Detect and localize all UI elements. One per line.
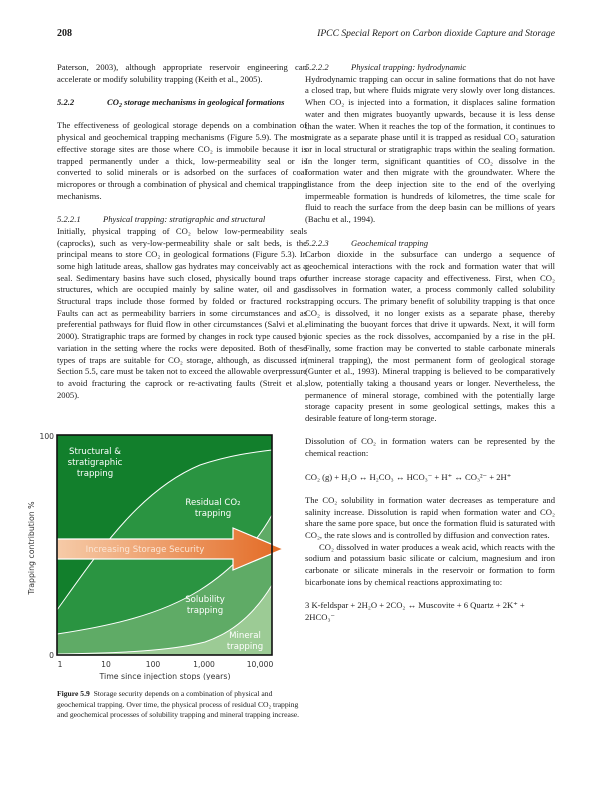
figure-5-9 (20, 430, 310, 680)
x-tick-1: 1 (57, 660, 63, 669)
right-column (305, 62, 555, 624)
x-tick-10: 10 (101, 660, 111, 669)
caption-text: Storage security depends on a combination of physical and geochemical trapping. Over time, the physical process of residual CO₂ trapping and geochemical processes of solubility trapping and mineral trapping increase. (57, 689, 300, 719)
x-tick-1000: 1,000 (193, 660, 215, 669)
label-mineral-1: Mineral (229, 631, 261, 641)
section-5-2-2-body: The effectiveness of geological storage depends on a combination of physical and geochemical trapping mechanisms (Figure 5.9). The most effective storage sites are those where CO₂ is immobile because it is trapped permanently under a thick, low-permeability seal or is converted to solid minerals or is adsorbed on the surfaces of coal micropores or through a combination of physical and chemical trapping mechanisms. (57, 120, 307, 201)
intro-paragraph: Paterson, 2003), although appropriate reservoir engineering can accelerate or modify solubility trapping (Keith et al., 2005). (57, 62, 307, 84)
dissolution-intro: Dissolution of CO₂ in formation waters can be represented by the chemical reaction: (305, 436, 555, 459)
page-number: 208 (57, 28, 72, 39)
x-tick-100: 100 (145, 660, 161, 669)
y-tick-0: 0 (49, 651, 54, 660)
arrow-label: Increasing Storage Security (85, 545, 205, 555)
section-heading-5-2-2-3: 5.2.2.3 Geochemical trapping (305, 237, 429, 248)
figure-caption (57, 689, 307, 721)
label-solubility-2: trapping (186, 606, 224, 616)
x-tick-10000: 10,000 (246, 660, 274, 669)
label-solubility-1: Solubility (185, 595, 225, 605)
left-column (57, 62, 307, 401)
label-mineral-2: trapping (226, 642, 264, 652)
equation-1: CO₂ (g) + H₂O ↔ H₂CO₃ ↔ HCO₃⁻ + H⁺ ↔ CO₃²⁻ + 2H⁺ (305, 471, 512, 482)
label-structural-3: trapping (76, 469, 114, 479)
section-heading-5-2-2-2: 5.2.2.2 Physical trapping: hydrodynamic (305, 62, 467, 72)
acid-paragraph: CO₂ dissolved in water produces a weak acid, which reacts with the sodium and potassium basic silicate or calcium, magnesium and iron carbonate or silicate minerals in the reservoir or formation to form bicarbonate ions by chemical reactions approximating to: (305, 541, 555, 587)
label-structural-1: Structural & (69, 447, 121, 457)
solubility-paragraph: The CO₂ solubility in formation water decreases as temperature and salinity increase. Dissolution is rapid when formation water and CO₂ share the same pore space, but once the formation fluid is saturated with CO₂, the rate slows and is controlled by diffusion and convection rates. (305, 494, 555, 541)
figure-label: Figure 5.9 (57, 689, 90, 698)
running-title: IPCC Special Report on Carbon dioxide Capture and Storage (317, 28, 555, 39)
equation-2: 3 K-feldspar + 2H₂O + 2CO₂ ↔ Muscovite + 6 Quartz + 2K⁺ + 2HCO₃⁻ (305, 600, 525, 622)
x-axis-label: Time since injection stops (years) (99, 672, 231, 680)
section-heading-5-2-2: 5.2.2 $CO_2$ storage mechanisms in geological formations (57, 97, 285, 110)
trapping-chart (20, 430, 310, 680)
label-residual-2: trapping (194, 509, 232, 519)
label-residual-1: Residual CO₂ (185, 498, 241, 508)
y-tick-100: 100 (39, 432, 54, 441)
section-5-2-2-2-body: Hydrodynamic trapping can occur in saline formations that do not have a closed trap, but where fluids migrate very slowly over long distances. When CO₂ is injected into a formation, it displaces saline formation water and then migrates buoyantly upwards, because it is less dense than the water. When it reaches the top of the formation, it continues to migrate as a separate phase until it is trapped as residual CO₂ saturation or in local structural or stratigraphic traps within the sealing formation. In the longer term, significant quantities of CO₂ dissolve in the formation water and then migrate with the groundwater. Where the distance from the deep injection site to the end of the overlying impermeable formation is hundreds of kilometres, the time scale for fluid to reach the surface from the deep basin can be millions of years (Bachu et al., 1994). (305, 73, 555, 225)
section-5-2-2-3-body: Carbon dioxide in the subsurface can undergo a sequence of geochemical interactions with the rock and formation water that will further increase storage capacity and effectiveness. First, when CO₂ dissolves in formation water, a process commonly called solubility trapping occurs. The primary benefit of solubility trapping is that once CO₂ is dissolved, it no longer exists as a separate phase, thereby eliminating the buoyant forces that drive it upwards. Next, it will form ionic species as the rock dissolves, accompanied by a rise in the pH. Finally, some fraction may be converted to stable carbonate minerals (mineral trapping), the most permanent form of geological storage (Gunter et al., 1993). Mineral trapping is believed to be comparatively slow, potentially taking a thousand years or longer. Nevertheless, the permanence of mineral storage, combined with the potentially large storage capacity present in some geological settings, makes this a desirable feature of long-term storage. (305, 249, 555, 424)
section-5-2-2-1-body: Initially, physical trapping of CO₂ below low-permeability seals (caprocks), such as very-low-permeability shale or salt beds, is the principal means to store CO₂ in geological formations (Figure 5.3). In some high latitude areas, shallow gas hydrates may conceivably act as a seal. Sedimentary basins have such closed, physically bound traps or structures, which are occupied mainly by saline water, oil and gas. Structural traps include those formed by folded or fractured rocks. Faults can act as permeability barriers in some circumstances and as preferential pathways for fluid flow in other circumstances (Salvi et al., 2000). Stratigraphic traps are formed by changes in rock type caused by variation in the setting where the rocks were deposited. Both of these types of traps are suitable for CO₂ storage, although, as discussed in Section 5.5, care must be taken not to exceed the allowable overpressure to avoid fracturing the caprock or re-activating faults (Streit et al., 2005). (57, 225, 307, 400)
y-axis-label: Trapping contribution % (27, 501, 36, 595)
label-structural-2: stratigraphic (67, 458, 123, 468)
section-heading-5-2-2-1: 5.2.2.1 Physical trapping: stratigraphic and structural (57, 214, 266, 225)
